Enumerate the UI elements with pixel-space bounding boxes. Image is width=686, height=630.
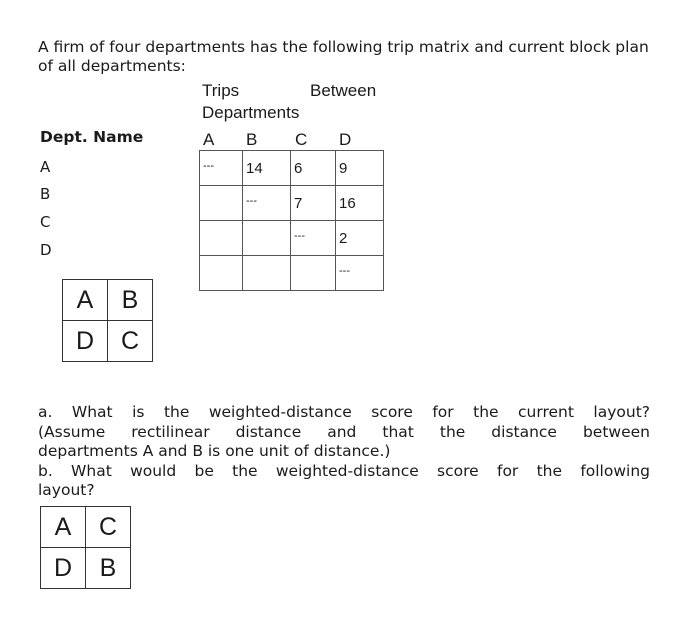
matrix-cell <box>200 186 243 221</box>
trip-matrix <box>199 150 384 291</box>
heading-departments: Departments <box>202 103 300 122</box>
question-b-line: layout? <box>38 481 95 499</box>
questions <box>38 403 650 501</box>
table-row <box>200 186 384 221</box>
block-cell: A <box>41 507 86 548</box>
heading-between: Between <box>310 81 377 100</box>
block-cell: D <box>63 321 108 362</box>
table-heading <box>202 80 402 122</box>
column-header: B <box>246 130 258 149</box>
matrix-cell <box>200 221 243 256</box>
heading-trips: Trips <box>202 81 240 100</box>
proposed-block-plan <box>40 506 131 589</box>
matrix-cell: 9 <box>336 151 384 186</box>
matrix-cell: 14 <box>243 151 291 186</box>
current-block-plan <box>62 279 153 362</box>
matrix-cell: 6 <box>291 151 336 186</box>
row-label: A <box>40 158 51 176</box>
question-a-line: a. What is the weighted-distance score for the current layout? <box>38 403 650 421</box>
matrix-cell: --- <box>243 186 291 221</box>
matrix-cell: 16 <box>336 186 384 221</box>
column-header: C <box>295 130 308 149</box>
block-cell: A <box>63 280 108 321</box>
matrix-cell: --- <box>336 256 384 291</box>
column-header: D <box>339 130 352 149</box>
matrix-cell <box>243 221 291 256</box>
question-a-line: (Assume rectilinear distance and that the distance between <box>38 422 650 441</box>
block-cell: D <box>41 548 86 589</box>
dept-name-header: Dept. Name <box>40 128 144 146</box>
matrix-cell <box>291 256 336 291</box>
matrix-cell: --- <box>200 151 243 186</box>
table-row <box>200 221 384 256</box>
row-label: C <box>40 213 51 231</box>
matrix-cell: 7 <box>291 186 336 221</box>
table-row <box>200 151 384 186</box>
matrix-cell: --- <box>291 221 336 256</box>
table-row <box>200 256 384 291</box>
row-label: D <box>40 241 52 259</box>
block-cell: B <box>86 548 131 589</box>
row-label: B <box>40 185 51 203</box>
column-header: A <box>203 130 215 149</box>
problem-intro: A firm of four departments has the following trip matrix and current block plan of all departments: <box>38 38 649 75</box>
block-cell: B <box>108 280 153 321</box>
matrix-cell <box>243 256 291 291</box>
matrix-cell: 2 <box>336 221 384 256</box>
block-cell: C <box>108 321 153 362</box>
block-cell: C <box>86 507 131 548</box>
matrix-cell <box>200 256 243 291</box>
question-b-line: b. What would be the weighted-distance score for the following <box>38 461 650 480</box>
question-a-line: departments A and B is one unit of distance.) <box>38 442 391 460</box>
